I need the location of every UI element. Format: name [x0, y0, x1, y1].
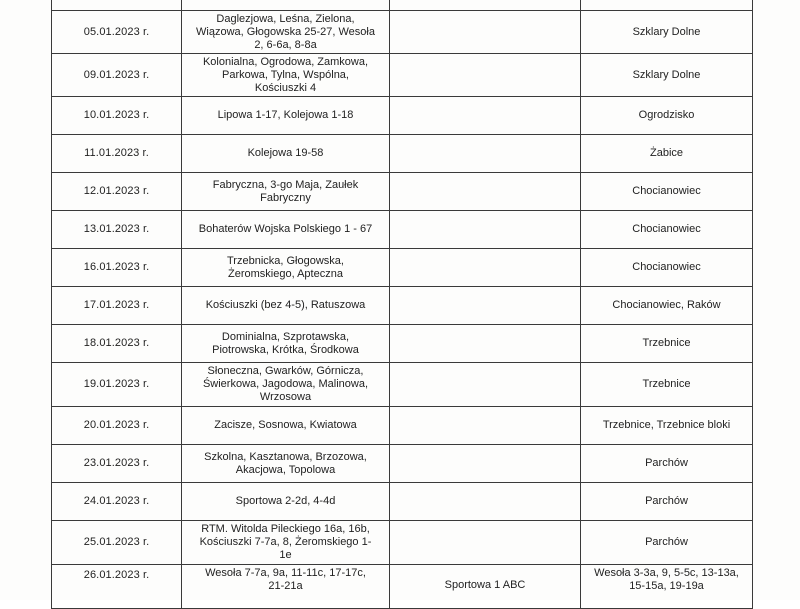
streets-cell: [182, 97, 390, 135]
streets-cell: [182, 173, 390, 211]
area-cell: [581, 211, 753, 249]
streets-cell: [182, 521, 390, 565]
date-cell: 10.01.2023 r.: [52, 97, 182, 135]
extra-cell: [390, 407, 581, 445]
streets-cell: [182, 407, 390, 445]
area-cell: [581, 363, 753, 407]
date-cell: 19.01.2023 r.: [52, 363, 182, 407]
streets-line: Bohaterów Wojska Polskiego 1 - 67: [198, 223, 373, 235]
extra-cell: Sportowa 1 ABC: [390, 565, 581, 609]
extra-cell: [390, 249, 581, 287]
streets-line: Trzebnicka, Głogowska,: [227, 254, 344, 267]
area-cell: [581, 565, 753, 609]
area-cell: [581, 0, 753, 11]
table-row: [52, 249, 753, 287]
area-line: 15-15a, 19-19a: [629, 580, 704, 592]
area-line: Chocianowiec: [632, 185, 701, 197]
streets-line: Kolonialna, Ogrodowa, Zamkowa,: [202, 55, 369, 68]
area-line: Chocianowiec: [632, 261, 701, 273]
extra-cell: [390, 325, 581, 363]
table-row: [52, 483, 753, 521]
area-line: Trzebnice: [642, 337, 691, 349]
streets-cell: [182, 445, 390, 483]
area-line: Żabice: [649, 147, 684, 159]
table-row: [52, 407, 753, 445]
streets-line: Piotrowska, Krótka, Środkowa: [212, 343, 359, 356]
streets-cell: [182, 54, 390, 97]
streets-line: 2, 6-6a, 8-8a: [254, 38, 317, 51]
streets-line: Wrzosowa: [259, 391, 312, 403]
extra-cell: [390, 287, 581, 325]
table-row: [52, 565, 753, 609]
area-cell: [581, 54, 753, 97]
area-line: Ogrodzisko: [638, 109, 695, 121]
table-row: [52, 363, 753, 407]
area-line: Parchów: [645, 457, 688, 469]
table-row: [52, 97, 753, 135]
date-cell: 13.01.2023 r.: [52, 211, 182, 249]
date-cell: 09.01.2023 r.: [52, 54, 182, 97]
table-row: [52, 0, 753, 11]
extra-cell: [390, 135, 581, 173]
streets-line: Lipowa 1-17, Kolejowa 1-18: [217, 109, 354, 121]
area-line: Chocianowiec: [632, 223, 701, 235]
extra-cell: [390, 0, 581, 11]
streets-cell: [182, 11, 390, 54]
area-cell: [581, 135, 753, 173]
streets-cell: [182, 287, 390, 325]
streets-cell: [182, 325, 390, 363]
area-cell: [581, 249, 753, 287]
table-row: [52, 54, 753, 97]
streets-line: Fabryczna, 3-go Maja, Zaułek: [212, 178, 359, 191]
date-cell: 23.01.2023 r.: [52, 445, 182, 483]
streets-line: Kolejowa 19-58: [247, 147, 324, 159]
table-row: [52, 521, 753, 565]
table-row: [52, 11, 753, 54]
streets-cell: [182, 0, 390, 11]
area-cell: [581, 407, 753, 445]
date-cell: 26.01.2023 r.: [52, 565, 182, 609]
date-cell: 18.01.2023 r.: [52, 325, 182, 363]
extra-cell: [390, 521, 581, 565]
streets-line: Kościuszki 7-7a, 8, Żeromskiego 1-: [199, 536, 372, 548]
area-line: Szklary Dolne: [632, 25, 701, 38]
date-cell: 11.01.2023 r.: [52, 135, 182, 173]
streets-line: Szkolna, Kasztanowa, Brzozowa,: [204, 450, 367, 463]
streets-line: 21-21a: [268, 580, 303, 592]
table-row: [52, 287, 753, 325]
streets-line: Wiązowa, Głogowska 25-27, Wesoła: [196, 25, 375, 38]
streets-line: Świerkowa, Jagodowa, Malinowa,: [202, 378, 369, 390]
area-line: Szklary Dolne: [632, 68, 701, 81]
date-cell: 24.01.2023 r.: [52, 483, 182, 521]
date-cell: 16.01.2023 r.: [52, 249, 182, 287]
streets-line: Kościuszki (bez 4-5), Ratuszowa: [205, 299, 366, 311]
extra-cell: [390, 445, 581, 483]
table-row: [52, 173, 753, 211]
date-cell: [52, 0, 182, 11]
streets-line: Sportowa 2-2d, 4-4d: [235, 495, 336, 507]
area-cell: [581, 483, 753, 521]
streets-cell: [182, 565, 390, 609]
area-cell: [581, 97, 753, 135]
streets-line: Fabryczny: [260, 191, 311, 204]
extra-cell: [390, 483, 581, 521]
streets-line: 1e: [279, 549, 292, 561]
streets-cell: [182, 483, 390, 521]
date-cell: 17.01.2023 r.: [52, 287, 182, 325]
area-line: Chocianowiec, Raków: [612, 299, 721, 311]
streets-cell: [182, 363, 390, 407]
date-cell: 25.01.2023 r.: [52, 521, 182, 565]
area-cell: [581, 287, 753, 325]
schedule-table: [51, 0, 753, 609]
streets-line: Parkowa, Tylna, Wspólna,: [222, 68, 349, 81]
area-cell: [581, 11, 753, 54]
table-row: [52, 325, 753, 363]
streets-line: Wesoła 7-7a, 9a, 11-11c, 17-17c,: [205, 567, 366, 579]
streets-line: Zacisze, Sosnowa, Kwiatowa: [214, 419, 357, 431]
extra-cell: [390, 363, 581, 407]
date-cell: 20.01.2023 r.: [52, 407, 182, 445]
streets-line: Daglezjowa, Leśna, Zielona,: [216, 12, 355, 25]
extra-cell: [390, 97, 581, 135]
area-cell: [581, 173, 753, 211]
table-row: [52, 445, 753, 483]
extra-cell: [390, 211, 581, 249]
extra-cell: [390, 11, 581, 54]
area-line: Parchów: [645, 495, 688, 507]
area-cell: [581, 325, 753, 363]
extra-cell: [390, 54, 581, 97]
streets-cell: [182, 249, 390, 287]
streets-line: Kościuszki 4: [254, 81, 317, 94]
table-row: [52, 211, 753, 249]
area-cell: [581, 445, 753, 483]
streets-cell: [182, 211, 390, 249]
date-cell: 05.01.2023 r.: [52, 11, 182, 54]
streets-line: RTM. Witolda Pileckiego 16a, 16b,: [201, 523, 370, 535]
streets-line: Akacjowa, Topolowa: [235, 463, 336, 476]
extra-cell: [390, 173, 581, 211]
streets-line: Żeromskiego, Apteczna: [228, 267, 343, 280]
area-line: Trzebnice: [642, 378, 691, 390]
streets-line: Dominialna, Szprotawska,: [221, 330, 350, 343]
area-line: Trzebnice, Trzebnice bloki: [602, 419, 731, 431]
streets-cell: [182, 135, 390, 173]
streets-line: Słoneczna, Gwarków, Górnicza,: [207, 365, 364, 377]
table-row: [52, 135, 753, 173]
date-cell: 12.01.2023 r.: [52, 173, 182, 211]
area-cell: [581, 521, 753, 565]
area-line: Parchów: [645, 536, 688, 548]
area-line: Wesoła 3-3a, 9, 5-5c, 13-13a,: [594, 567, 739, 579]
